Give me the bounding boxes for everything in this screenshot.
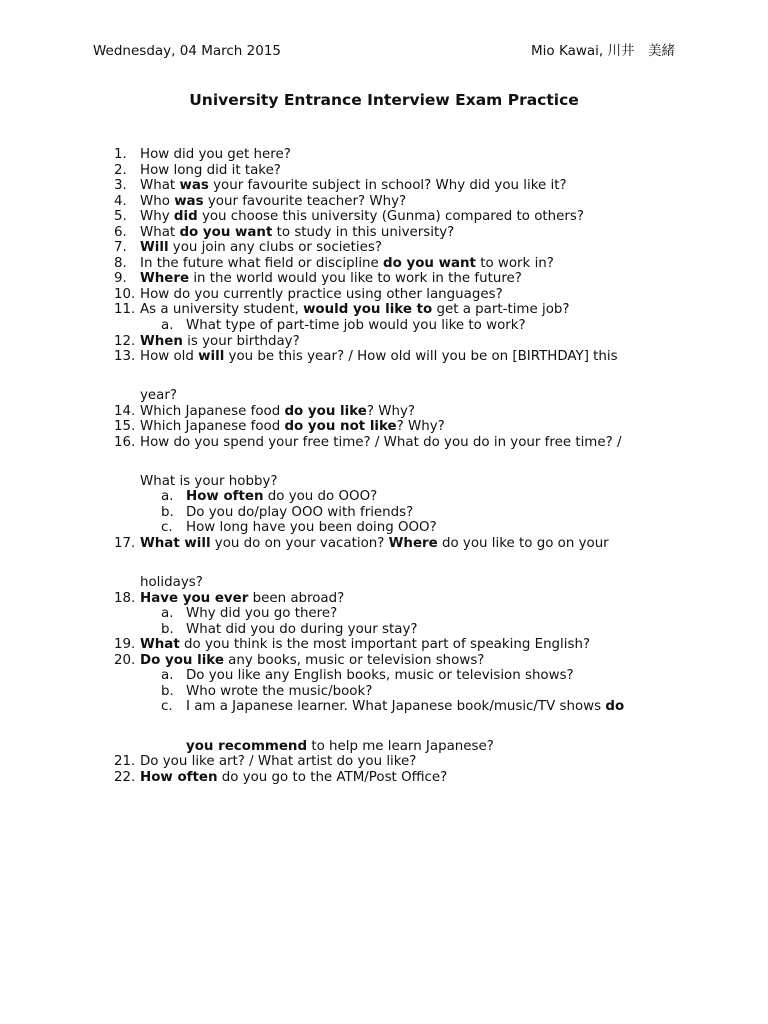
question-text: Who wrote the music/book?: [186, 683, 373, 699]
emphasis: was: [179, 178, 209, 194]
question-text: [140, 770, 447, 786]
list-item: [0, 770, 768, 786]
list-item: [0, 349, 768, 365]
question-text: [140, 419, 445, 435]
emphasis: Where: [388, 536, 438, 552]
sub-item: [0, 606, 768, 622]
item-number: 3.: [114, 178, 127, 194]
continuation-line: [0, 575, 768, 591]
sub-item-letter: c.: [161, 699, 173, 715]
question-text: What did you do during your stay?: [186, 621, 418, 637]
continuation-line: [0, 739, 768, 755]
list-item: [0, 302, 768, 318]
question-text: How do you spend your free time? / What do you do in your free time? /: [140, 434, 622, 450]
item-number: 9.: [114, 271, 127, 287]
question-text: Do you like any English books, music or television shows?: [186, 668, 574, 684]
question-text: [140, 637, 590, 653]
emphasis: When: [140, 333, 183, 349]
text-part: do you go to the ATM/Post Office?: [217, 769, 448, 785]
item-number: 15.: [114, 419, 136, 435]
text-part: What: [140, 224, 180, 240]
text-part: to work in?: [475, 255, 554, 271]
list-item: [0, 637, 768, 653]
item-number: 2.: [114, 162, 127, 178]
question-text: [140, 225, 454, 241]
question-text: What is your hobby?: [140, 473, 278, 489]
item-number: 22.: [114, 769, 136, 785]
question-text: Do you do/play OOO with friends?: [186, 504, 414, 520]
emphasis: would you like to: [303, 302, 433, 318]
sub-item: [0, 318, 768, 334]
item-number: 1.: [114, 147, 127, 162]
item-number: 14.: [114, 403, 136, 419]
text-part: As a university student,: [140, 302, 304, 318]
question-text: [140, 591, 344, 607]
question-text: [140, 194, 406, 210]
item-number: 8.: [114, 255, 127, 271]
item-number: 6.: [114, 224, 127, 240]
item-number: 16.: [114, 434, 136, 450]
emphasis: you recommend: [186, 738, 308, 754]
emphasis: do you want: [383, 255, 476, 271]
emphasis: How often: [140, 769, 218, 785]
sub-item-letter: a.: [161, 489, 174, 505]
question-text: [186, 739, 494, 755]
text-part: in the world would you like to work in the future?: [189, 271, 522, 287]
question-text: How long did it take?: [140, 162, 281, 178]
item-number: 7.: [114, 240, 127, 256]
question-text: How long have you been doing OOO?: [186, 520, 437, 536]
list-item: [0, 419, 768, 435]
sub-item: [0, 489, 768, 505]
question-text: How do you currently practice using other languages?: [140, 286, 503, 302]
item-number: 5.: [114, 209, 127, 225]
sub-item-letter: c.: [161, 520, 173, 536]
item-number: 20.: [114, 652, 136, 668]
question-text: [140, 209, 584, 225]
text-part: do you do OOO?: [263, 489, 378, 505]
emphasis: was: [174, 193, 204, 209]
text-part: Which Japanese food: [140, 403, 285, 419]
header-date: Wednesday, 04 March 2015: [93, 43, 282, 59]
sub-item: [0, 668, 768, 684]
text-part: to study in this university?: [272, 224, 455, 240]
sub-item-letter: b.: [161, 683, 174, 699]
question-text: year?: [140, 388, 177, 404]
text-part: ? Why?: [396, 419, 445, 435]
document-title: University Entrance Interview Exam Practice: [189, 91, 579, 109]
list-item: [0, 178, 768, 194]
text-part: ? Why?: [366, 403, 415, 419]
line-gap: [0, 450, 768, 474]
list-item: [0, 591, 768, 607]
emphasis: Do you like: [140, 652, 224, 668]
text-part: your favourite teacher? Why?: [203, 193, 407, 209]
list-item: [0, 435, 768, 451]
question-text: [140, 302, 570, 318]
text-part: do you like to go on your: [437, 536, 609, 552]
question-text: Do you like art? / What artist do you like?: [140, 754, 417, 770]
sub-item-letter: a.: [161, 668, 174, 684]
sub-item-letter: a.: [161, 606, 174, 622]
text-part: How old: [140, 349, 199, 365]
list-item: [0, 240, 768, 256]
emphasis: What will: [140, 536, 211, 552]
list-item: [0, 404, 768, 420]
text-part: Who: [140, 193, 175, 209]
list-item: [0, 256, 768, 272]
emphasis: do you want: [179, 224, 273, 240]
text-part: you do on your vacation?: [210, 536, 389, 552]
text-part: you choose this university (Gunma) compared to others?: [197, 209, 584, 225]
question-text: [186, 699, 624, 715]
continuation-line: [0, 388, 768, 404]
sub-item: [0, 622, 768, 638]
item-number: 4.: [114, 193, 127, 209]
list-item: [0, 147, 768, 163]
sub-item-letter: b.: [161, 504, 174, 520]
sub-item: [0, 684, 768, 700]
text-part: What: [140, 178, 180, 194]
text-part: I am a Japanese learner. What Japanese book/music/TV shows: [186, 699, 606, 715]
text-part: to help me learn Japanese?: [307, 738, 494, 754]
emphasis: did: [173, 209, 198, 225]
list-item: [0, 271, 768, 287]
item-number: 17.: [114, 536, 136, 552]
text-part: been abroad?: [248, 590, 345, 606]
item-number: 12.: [114, 333, 136, 349]
text-part: In the future what field or discipline: [140, 255, 384, 271]
emphasis: do you like: [284, 403, 367, 419]
emphasis: will: [198, 349, 225, 365]
text-part: get a part-time job?: [432, 302, 570, 318]
sub-item: [0, 699, 768, 715]
emphasis: Will: [140, 240, 169, 256]
question-text: [140, 240, 382, 256]
sub-item: [0, 520, 768, 536]
question-text: [140, 334, 300, 350]
question-text: holidays?: [140, 575, 203, 591]
emphasis: do you not like: [284, 419, 397, 435]
emphasis: How often: [186, 489, 264, 505]
question-text: [186, 489, 377, 505]
question-text: [140, 536, 609, 552]
text-part: Which Japanese food: [140, 419, 285, 435]
question-list: [0, 147, 768, 785]
item-number: 21.: [114, 754, 136, 770]
emphasis: Have you ever: [140, 590, 249, 606]
question-text: [140, 256, 554, 272]
question-text: [140, 653, 484, 669]
text-part: any books, music or television shows?: [223, 652, 485, 668]
text-part: your favourite subject in school? Why did you like it?: [208, 178, 567, 194]
question-text: [140, 404, 415, 420]
line-gap: [0, 552, 768, 576]
question-text: Why did you go there?: [186, 606, 338, 622]
emphasis: do: [605, 699, 625, 715]
list-item: [0, 225, 768, 241]
list-item: [0, 754, 768, 770]
sub-item-letter: a.: [161, 318, 174, 334]
item-number: 11.: [114, 302, 136, 318]
sub-item-letter: b.: [161, 621, 174, 637]
item-number: 10.: [114, 286, 136, 302]
list-item: [0, 163, 768, 179]
item-number: 18.: [114, 590, 136, 606]
emphasis: What: [140, 637, 180, 653]
text-part: is your birthday?: [182, 333, 300, 349]
question-text: [140, 178, 567, 194]
continuation-line: [0, 474, 768, 490]
text-part: Why: [140, 209, 174, 225]
question-text: How did you get here?: [140, 147, 291, 162]
question-text: [140, 349, 618, 365]
list-item: [0, 287, 768, 303]
list-item: [0, 334, 768, 350]
list-item: [0, 194, 768, 210]
line-gap: [0, 715, 768, 739]
text-part: you be this year? / How old will you be on [BIRTHDAY] this: [224, 349, 618, 365]
text-part: do you think is the most important part of speaking English?: [179, 637, 591, 653]
question-text: [140, 271, 522, 287]
item-number: 19.: [114, 637, 136, 653]
list-item: [0, 209, 768, 225]
line-gap: [0, 365, 768, 389]
list-item: [0, 653, 768, 669]
list-item: [0, 536, 768, 552]
sub-item: [0, 505, 768, 521]
text-part: you join any clubs or societies?: [168, 240, 382, 256]
emphasis: Where: [140, 271, 190, 287]
question-text: What type of part-time job would you like to work?: [186, 318, 526, 334]
header-author: Mio Kawai, 川井 美緒: [531, 43, 675, 59]
item-number: 13.: [114, 349, 136, 365]
